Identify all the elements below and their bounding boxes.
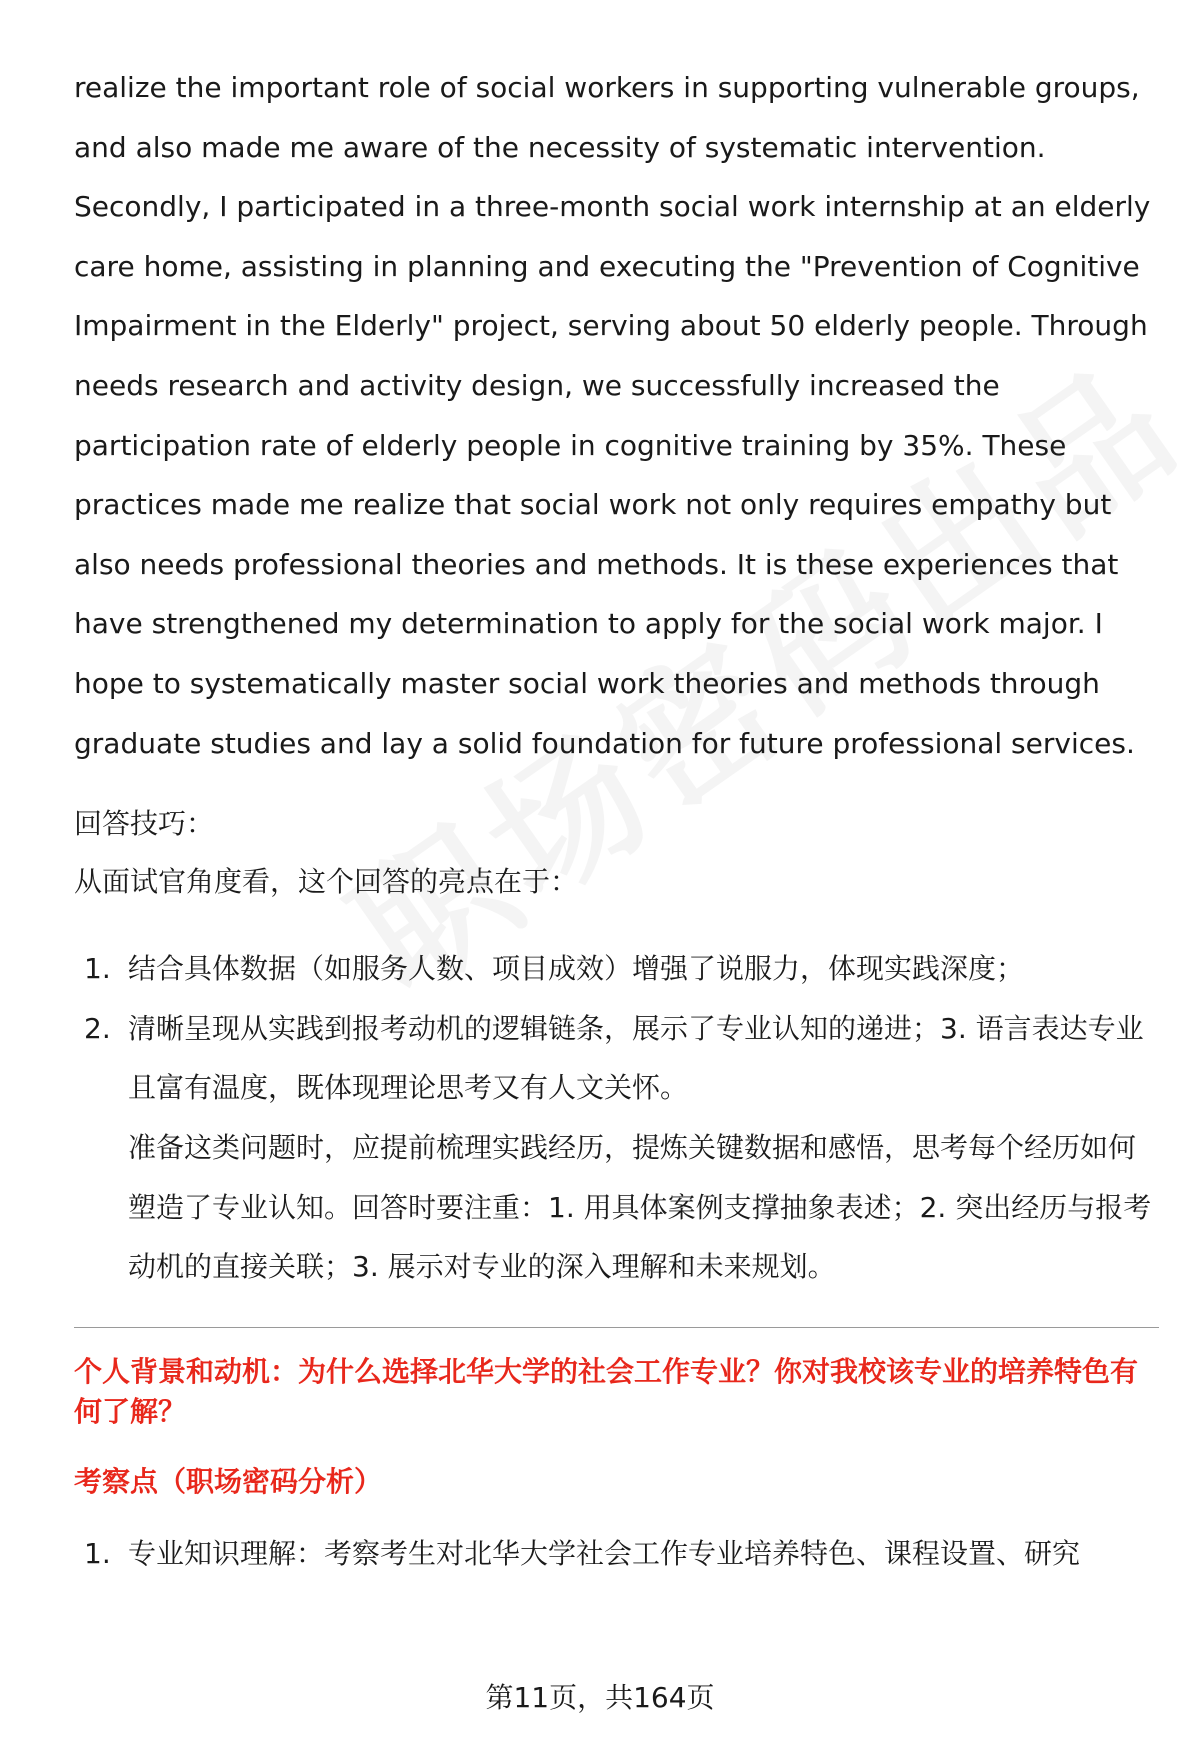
preparation-advice: 准备这类问题时，应提前梳理实践经历，提炼关键数据和感悟，思考每个经历如何塑造了专业认知。回答时要注重：1. 用具体案例支撑抽象表述；2. 突出经历与报考动机的直接关联；3. 展示对专业的深入理解和未来规划。 (128, 1130, 1152, 1284)
assessment-list (74, 1532, 1159, 1576)
section-divider (74, 1327, 1159, 1328)
list-item (74, 1532, 1159, 1576)
list-number: 1. (84, 952, 111, 986)
page-footer: 第11页，共164页 (485, 1681, 715, 1714)
tips-intro: 从面试官角度看，这个回答的亮点在于： (74, 865, 579, 899)
list-item-text: 清晰呈现从实践到报考动机的逻辑链条，展示了专业认知的递进；3. 语言表达专业且富有温度，既体现理论思考又有人文关怀。 (128, 1011, 1144, 1105)
assessment-heading: 考察点（职场密码分析） (74, 1464, 383, 1498)
body-paragraph: realize the important role of social workers in supporting vulnerable groups, and also made me aware of the necessity of systematic intervention. Secondly, I participated in a three-month social work internship at an elderly care home, assisting in planning and executing the "Prevention of Cognitive Impairment in the Elderly" project, serving about 50 elderly people. Through needs research and activity design, we successfully increased the participation rate of elderly people in cognitive training by 35%. These practices made me realize that social work not only requires empathy but also needs professional theories and methods. It is these experiences that have strengthened my determination to apply for the social work major. I hope to systematically master social work theories and methods through graduate studies and lay a solid foundation for future professional services. (74, 71, 1151, 760)
list-item (74, 999, 1159, 1297)
list-number: 2. (84, 1011, 111, 1045)
list-item-text: 专业知识理解：考察考生对北华大学社会工作专业培养特色、课程设置、研究 (128, 1536, 1081, 1570)
question-title: 个人背景和动机：为什么选择北华大学的社会工作专业？你对我校该专业的培养特色有何了解？ (74, 1354, 1139, 1428)
page-content (74, 58, 1159, 1576)
list-item-text: 结合具体数据（如服务人数、项目成效）增强了说服力，体现实践深度； (128, 952, 1025, 986)
list-item (74, 939, 1159, 999)
tips-label: 回答技巧： (74, 807, 215, 841)
highlights-list (74, 939, 1159, 1297)
list-number: 1. (84, 1536, 111, 1570)
